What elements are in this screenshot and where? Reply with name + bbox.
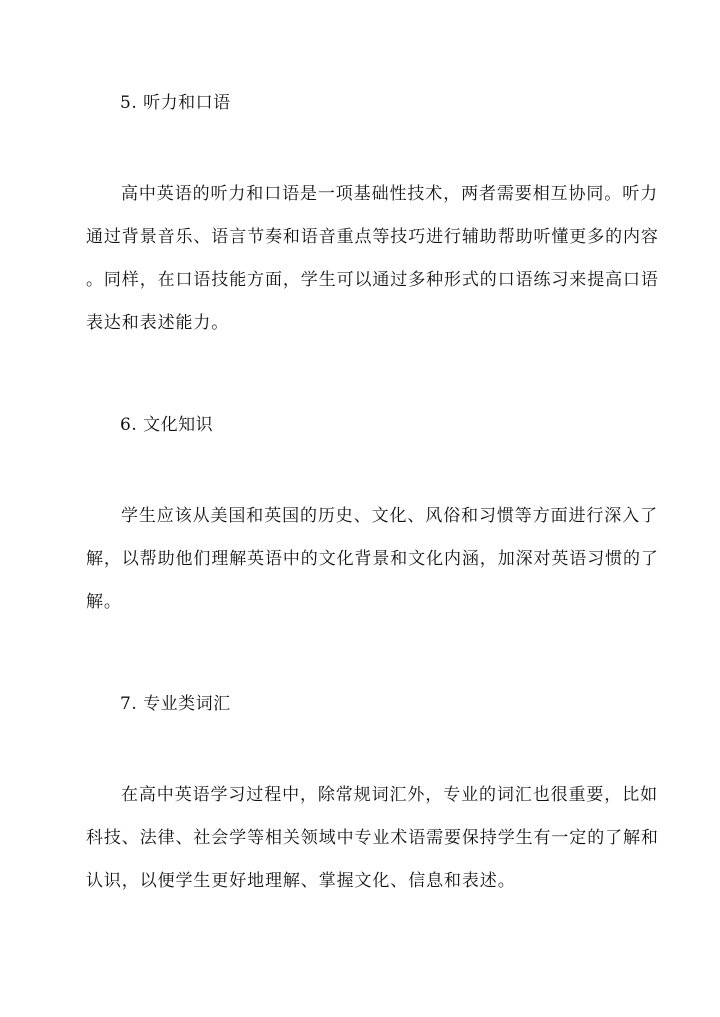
paragraph-line: 通过背景音乐、语言节奏和语音重点等技巧进行辅助帮助听懂更多的内容 (86, 227, 659, 247)
section-paragraph-listening-speaking (86, 173, 659, 345)
paragraph-line: 解。 (86, 592, 122, 612)
section-heading-listening-speaking: 5. 听力和口语 (120, 93, 231, 113)
paragraph-line: 学生应该从美国和英国的历史、文化、风俗和习惯等方面进行深入了 (121, 506, 658, 526)
section-heading-vocabulary: 7. 专业类词汇 (120, 694, 231, 714)
section-paragraph-vocabulary (86, 774, 659, 903)
section-heading-culture: 6. 文化知识 (120, 415, 214, 435)
paragraph-line: 解，以帮助他们理解英语中的文化背景和文化内涵，加深对英语习惯的了 (86, 549, 659, 569)
section-paragraph-culture (86, 495, 659, 624)
paragraph-line: 高中英语的听力和口语是一项基础性技术，两者需要相互协同。听力 (121, 184, 658, 204)
paragraph-line: 表达和表述能力。 (86, 313, 230, 333)
paragraph-line: 科技、法律、社会学等相关领域中专业术语需要保持学生有一定的了解和 (86, 828, 659, 848)
paragraph-line: 在高中英语学习过程中，除常规词汇外，专业的词汇也很重要，比如 (121, 785, 658, 805)
paragraph-line: 认识，以便学生更好地理解、掌握文化、信息和表述。 (86, 871, 516, 891)
paragraph-line: 。同样，在口语技能方面，学生可以通过多种形式的口语练习来提高口语 (86, 270, 659, 290)
